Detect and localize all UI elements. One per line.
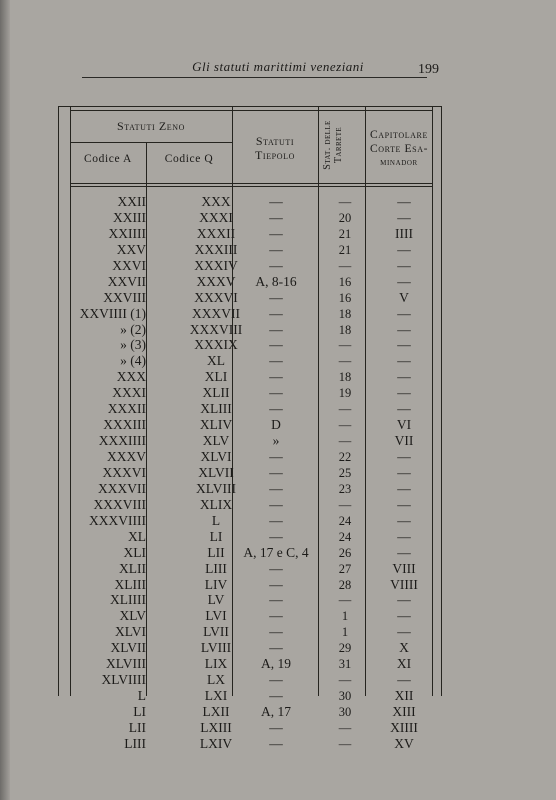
codice-q-cell: XXXII [196,225,236,241]
codice-q-cell: LII [207,544,225,560]
codice-a-cell: XLVIII [106,656,146,672]
capitolare-cell: VIIII [390,576,418,592]
codice-a-cell: XLI [123,544,146,560]
capitolare-cell: — [397,496,411,512]
codice-a-cell: XXXV [107,449,146,464]
capitolare-cell: — [397,369,411,385]
codice-a-cell: XXVIIII (1) [79,305,146,321]
header-tarrete-line2: Tarrete [333,126,344,164]
tiepolo-cell: — [269,512,283,528]
table-row [58,561,442,577]
tiepolo-cell: — [269,672,283,688]
codice-a-cell: XXII [117,194,146,209]
tiepolo-cell: — [269,337,283,353]
tarrete-cell: 18 [338,322,352,337]
capitolare-cell: — [397,464,411,480]
codice-q-cell: XLVII [198,464,234,480]
concordance-table [58,106,442,751]
codice-q-cell: XXXVII [192,305,240,321]
table-row [58,497,442,513]
capitolare-cell: XV [394,735,414,751]
codice-a-cell: XXXVIIII [89,512,146,528]
codice-q-cell: XLVIII [196,480,236,496]
tiepolo-cell: — [269,289,283,305]
tiepolo-cell: A, 17 e C, 4 [243,544,309,560]
capitolare-cell: — [397,480,411,496]
tiepolo-cell: — [269,305,283,321]
tiepolo-cell: — [269,194,283,209]
codice-a-cell: XXV [116,241,146,257]
codice-q-cell: LIV [204,576,228,592]
tarrete-cell: 21 [338,242,352,257]
codice-a-cell: XLIIII [110,592,146,608]
tarrete-cell: 23 [338,481,352,496]
codice-a-cell: XXXVII [98,480,146,496]
capitolare-cell: — [397,321,411,337]
capitolare-cell: — [397,528,411,544]
tiepolo-cell: — [269,241,283,257]
capitolare-cell: — [397,305,411,321]
tiepolo-cell: A, 19 [261,656,291,672]
tarrete-cell: 16 [338,274,352,289]
tarrete-cell: — [338,593,352,608]
tiepolo-cell: — [269,209,283,225]
table-row [58,242,442,258]
codice-a-cell: XXVIII [103,289,146,305]
codice-q-cell: LVIII [200,640,232,656]
codice-a-cell: XXXIIII [98,433,146,449]
header-rule [82,77,427,78]
codice-a-cell: » (4) [120,353,146,369]
tarrete-cell: 27 [338,561,352,576]
capitolare-cell: XII [394,688,414,704]
tiepolo-cell: — [269,624,283,640]
codice-q-cell: XLV [202,433,230,449]
tiepolo-cell: D [271,417,281,433]
tiepolo-cell: — [269,576,283,592]
capitolare-cell: — [397,385,411,401]
codice-q-cell: LXIV [199,735,233,751]
codice-q-cell: XLIII [200,401,232,417]
capitolare-cell: — [397,449,411,464]
capitolare-cell: VII [394,433,414,449]
tiepolo-cell: — [269,353,283,369]
capitolare-cell: VIII [392,560,416,576]
codice-a-cell: XLV [119,608,146,624]
codice-a-cell: XXXII [107,401,146,417]
header-capitolare-line2: Corte Esa- [369,143,429,155]
codice-a-cell: XXVI [112,257,146,273]
codice-q-cell: LIII [205,560,227,576]
table-row [58,465,442,481]
codice-q-cell: XXX [201,194,231,209]
header-tarrete-line1: Stat. delle [322,120,333,170]
table-row [58,306,442,322]
tiepolo-cell: A, 17 [261,704,291,719]
capitolare-cell: — [397,672,411,688]
codice-q-cell: XXXIII [194,241,238,257]
table-row [58,656,442,672]
codice-q-cell: XXXVIII [189,321,243,337]
header-tiepolo-line1: Statuti [255,134,295,148]
capitolare-cell: V [399,289,409,305]
codice-a-cell: » (3) [120,337,146,353]
table-row [58,640,442,656]
tiepolo-cell: — [269,321,283,337]
table-row [58,545,442,561]
codice-a-cell: XXVII [107,273,146,289]
tarrete-cell: 18 [338,306,352,321]
tarrete-cell: 24 [338,513,352,528]
header-capitolare-line1: Capitolare [370,129,428,141]
page-edge-shadow [0,0,10,800]
page-number: 199 [418,62,439,77]
capitolare-cell: XIII [392,704,416,719]
tarrete-cell: 28 [338,577,352,592]
table-row [58,369,442,385]
table-row [58,481,442,497]
codice-q-cell: LXI [204,688,228,704]
tarrete-cell: 1 [341,609,349,624]
tiepolo-cell: — [269,496,283,512]
capitolare-cell: VI [396,417,412,433]
tiepolo-cell: A, 8-16 [255,273,297,289]
codice-a-cell: XLVII [110,640,146,656]
tiepolo-cell: — [269,257,283,273]
tiepolo-cell: — [269,640,283,656]
table-row [58,529,442,545]
table-row [58,736,442,752]
codice-q-cell: LI [209,528,223,544]
codice-q-cell: XXXVI [194,289,238,305]
tiepolo-cell: — [269,464,283,480]
capitolare-cell: — [397,624,411,640]
codice-a-cell: XLII [119,560,146,576]
table-row [58,433,442,449]
tiepolo-cell: — [269,449,283,464]
header-capitolare-line3: minador [380,158,418,168]
codice-q-cell: XLIX [199,496,233,512]
header-capitolare [366,128,432,170]
codice-a-cell: XXIIII [108,225,146,241]
header-bottom-rule-2 [70,186,433,187]
tarrete-cell: 19 [338,386,352,401]
tarrete-cell: 24 [338,529,352,544]
codice-a-cell: XLVI [114,624,146,640]
tiepolo-cell: — [269,401,283,417]
capitolare-cell: — [397,592,411,608]
codice-a-cell: L [137,688,146,704]
zeno-group-rule [70,142,232,143]
table-row [58,417,442,433]
capitolare-cell: — [397,544,411,560]
codice-a-cell: XXXVIII [93,496,146,512]
tiepolo-cell: — [269,719,283,735]
codice-a-cell: XXX [116,369,146,385]
tiepolo-cell: — [269,369,283,385]
tarrete-cell: — [338,497,352,512]
tarrete-cell: 18 [338,370,352,385]
tarrete-cell: 25 [338,465,352,480]
codice-a-cell: LII [128,719,146,735]
header-statuti-zeno: Statuti Zeno [117,119,185,133]
tarrete-cell: 20 [338,210,352,225]
codice-q-cell: XLIV [199,417,233,433]
codice-q-cell: XXXI [199,209,233,225]
table-row [58,274,442,290]
header-tarrete [322,110,344,180]
table-row [58,337,442,353]
tarrete-cell: — [338,402,352,417]
tarrete-cell: 22 [338,450,352,464]
codice-a-cell: » (2) [120,321,146,337]
table-row [58,513,442,529]
table-row [58,688,442,704]
capitolare-cell: — [397,337,411,353]
capitolare-cell: — [397,273,411,289]
tarrete-cell: 26 [338,545,352,560]
header-tiepolo-line2: Tiepolo [255,148,295,162]
tarrete-cell: 31 [338,657,352,672]
tiepolo-cell: — [269,688,283,704]
capitolare-cell: — [397,241,411,257]
codice-a-cell: LIII [124,735,146,751]
codice-q-cell: XLVI [200,449,232,464]
tarrete-cell: — [338,720,352,735]
capitolare-cell: — [397,608,411,624]
codice-a-cell: XXIII [113,209,146,225]
tiepolo-cell: — [269,225,283,241]
tarrete-cell: 29 [338,641,352,656]
codice-q-cell: LV [207,592,225,608]
tiepolo-cell: — [269,560,283,576]
codice-a-cell: XL [128,528,146,544]
table-row [58,401,442,417]
capitolare-cell: XIIII [390,719,418,735]
table-row [58,385,442,401]
codice-q-cell: XLII [202,385,230,401]
table-row [58,592,442,608]
tarrete-cell: — [338,434,352,449]
tarrete-cell: 16 [338,290,352,305]
capitolare-cell: X [399,640,409,656]
codice-q-cell: XXXV [196,273,236,289]
capitolare-cell: XI [396,656,412,672]
codice-q-cell: LX [207,672,225,688]
table-row [58,353,442,369]
capitolare-cell: — [397,257,411,273]
tarrete-cell: 21 [338,226,352,241]
capitolare-cell: IIII [395,225,413,241]
tiepolo-cell: — [269,592,283,608]
tarrete-cell: — [338,354,352,369]
tiepolo-cell: — [269,385,283,401]
codice-a-cell: XLIII [114,576,146,592]
tarrete-cell: 30 [338,705,352,719]
table-row [58,322,442,338]
codice-q-cell: XLI [204,369,228,385]
codice-a-cell: XXXVI [102,464,146,480]
running-title: Gli statuti marittimi veneziani [192,59,364,74]
table-row [58,210,442,226]
codice-q-cell: LVI [205,608,227,624]
table-row [58,672,442,688]
codice-q-cell: XXXIX [194,337,238,353]
codice-a-cell: LI [133,704,146,719]
codice-q-cell: XXXIV [194,257,238,273]
tiepolo-cell: — [269,608,283,624]
tarrete-cell: — [338,338,352,353]
table-row [58,258,442,274]
tiepolo-cell: — [269,480,283,496]
table-top-rule [58,106,442,107]
header-codice-q: Codice Q [164,153,214,165]
codice-a-cell: XXXI [112,385,146,401]
table-body [58,194,442,752]
table-row [58,704,442,720]
tarrete-cell: — [338,258,352,273]
codice-q-cell: LIX [204,656,228,672]
codice-a-cell: XXXIII [103,417,146,433]
tarrete-cell: — [338,418,352,433]
capitolare-cell: — [397,512,411,528]
tarrete-cell: — [338,736,352,751]
codice-q-cell: LXIII [200,719,232,735]
tiepolo-cell: — [269,735,283,751]
header-statuti-tiepolo [232,134,318,162]
codice-q-cell: LXII [202,704,230,719]
capitolare-cell: — [397,353,411,369]
table-row [58,720,442,736]
table-row [58,449,442,465]
table-row [58,290,442,306]
table-row [58,194,442,210]
tiepolo-cell: » [272,433,280,449]
tarrete-cell: — [338,673,352,688]
tarrete-cell: 30 [338,689,352,704]
capitolare-cell: — [397,194,411,209]
codice-q-cell: LVII [203,624,229,640]
codice-q-cell: XL [207,353,225,369]
header-bottom-rule [70,183,433,184]
capitolare-cell: — [397,401,411,417]
table-top-rule-inner [70,110,433,111]
codice-q-cell: L [211,512,221,528]
table-row [58,624,442,640]
header-codice-a: Codice A [84,153,132,165]
table-row [58,608,442,624]
tarrete-cell: — [338,195,352,209]
table-row [58,226,442,242]
capitolare-cell: — [397,209,411,225]
tiepolo-cell: — [269,528,283,544]
codice-a-cell: XLVIIII [101,672,146,688]
tarrete-cell: 1 [341,625,349,640]
table-row [58,577,442,593]
